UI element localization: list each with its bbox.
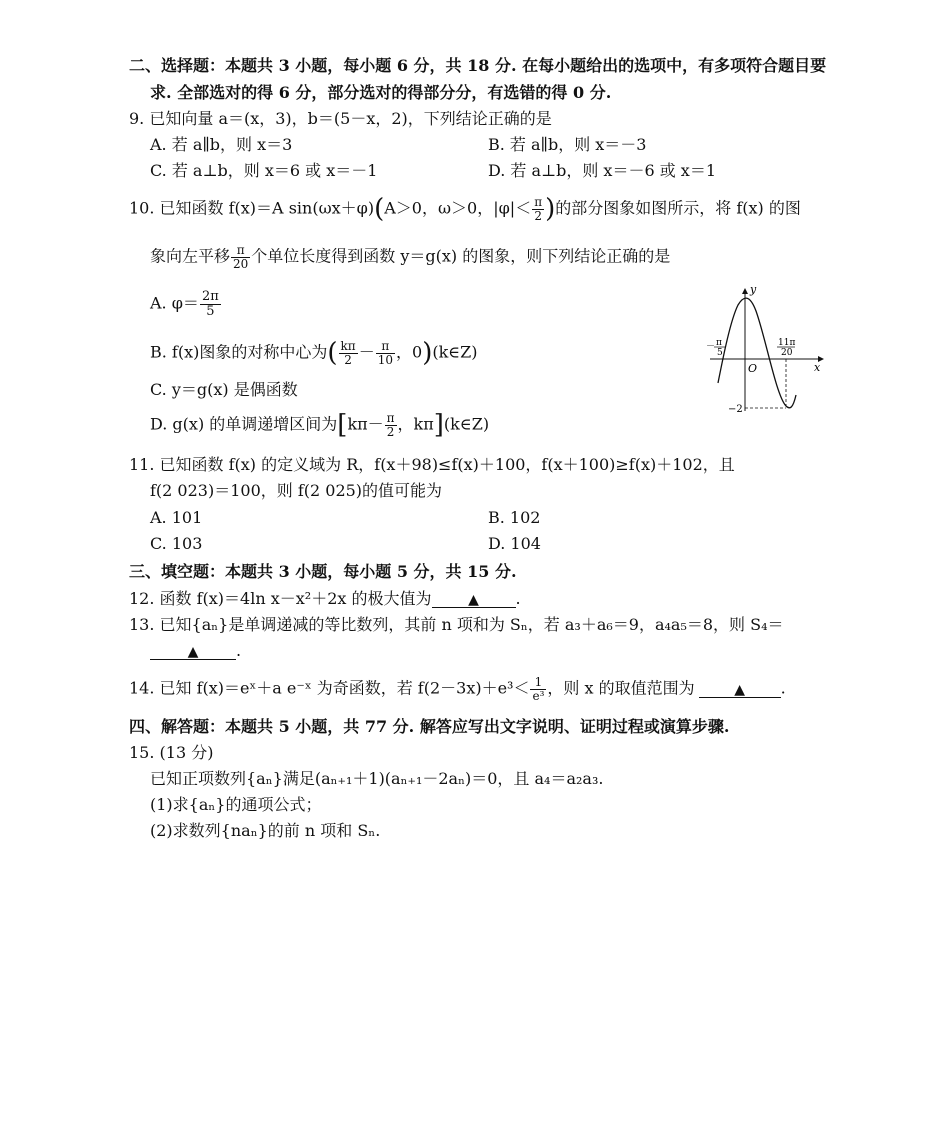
q11-stem-line1: 11. 已知函数 f(x) 的定义域为 R，f(x＋98)≤f(x)＋100，f(x＋100)≥f(x)＋102，且: [129, 455, 735, 474]
q15-part2: (2)求数列{naₙ}的前 n 项和 Sₙ.: [150, 821, 381, 840]
pos-mark-den: 20: [781, 348, 793, 358]
section2-heading-line1: 二、选择题：本题共 3 小题，每小题 6 分，共 18 分. 在每小题给出的选项中，有多项符合题目要: [129, 56, 827, 75]
q10-stem-a: 10. 已知函数 f(x)＝A sin(ωx＋φ): [129, 198, 375, 218]
q10-d-fraction: $\frac{\pi}{2}$: [386, 411, 395, 439]
q9-option-d: D. 若 a⊥b，则 x＝－6 或 x＝1: [488, 161, 717, 180]
q10-stem-cond: A＞0，ω＞0，|φ|＜: [384, 198, 532, 218]
q9-option-b: B. 若 a∥b，则 x＝－3: [488, 135, 647, 154]
q10-stem-b: 的部分图象如图所示，将 f(x) 的图: [555, 198, 801, 218]
q10-l2-b: 个单位长度得到函数 y＝g(x) 的图象，则下列结论正确的是: [251, 246, 671, 266]
x-axis-label: x: [814, 361, 821, 374]
q10-stem: 10. 已知函数 f(x)＝A sin(ωx＋φ)(A＞0，ω＞0，|φ|＜ $\frac{\pi}{2}$ )的部分图象如图所示，将 f(x) 的图: [129, 194, 801, 225]
q11-stem-line2: f(2 023)＝100，则 f(2 025)的值可能为: [150, 481, 443, 500]
y-axis-label: y: [750, 283, 757, 296]
q13-stem: 13. 已知{aₙ}是单调递减的等比数列，其前 n 项和为 Sₙ，若 a₃＋a₆＝9，a₄a₅＝8，则 S₄＝: [129, 615, 784, 634]
neg-mark-sign: －: [706, 342, 716, 352]
q9-option-c: C. 若 a⊥b，则 x＝6 或 x＝－1: [150, 161, 378, 180]
q10-fraction-pi-over-20: $\frac{\pi}{20}$: [233, 243, 249, 271]
q15-number: 15. (13 分): [129, 743, 214, 762]
neg-mark-num: π: [716, 338, 722, 348]
q10-l2-a: 象向左平移: [150, 246, 231, 266]
q14: 14. 已知 f(x)＝eˣ＋a e⁻ˣ 为奇函数，若 f(2－3x)＋e³＜ $\frac{1}{\text{e³}}$ ，则 x 的取值范围为 ▲ .: [129, 675, 786, 703]
min-value-label: −2: [728, 404, 743, 415]
q10-fraction-pi-over-2: $\frac{\pi}{2}$: [534, 195, 543, 223]
q14-answer-blank[interactable]: ▲: [699, 681, 781, 698]
q10-b-fraction-kpi-2: $\frac{k\pi}{2}$: [340, 339, 356, 367]
q10-option-a: A. φ＝ $\frac{2\pi}{5}$: [150, 289, 219, 319]
q12: 12. 函数 f(x)＝4ln x－x²＋2x 的极大值为 ▲ .: [129, 589, 521, 608]
q12-answer-blank[interactable]: ▲: [432, 591, 516, 608]
pos-mark-num: 11π: [778, 338, 796, 348]
q11-option-c: C. 103: [150, 534, 203, 553]
q11-option-d: D. 104: [488, 534, 541, 553]
origin-label: O: [748, 362, 758, 375]
q10-option-d: D. g(x) 的单调递增区间为[kπ－ $\frac{\pi}{2}$ ，kπ](k∈Z): [150, 410, 490, 441]
q11-option-a: A. 101: [150, 508, 203, 527]
q10-stem-line2: [150, 244, 670, 270]
section3-heading: 三、填空题：本题共 3 小题，每小题 5 分，共 15 分.: [129, 562, 517, 581]
q9-option-a: A. 若 a∥b，则 x＝3: [150, 135, 293, 154]
q13-answer-line: ▲ .: [150, 643, 241, 660]
q9-stem: 9. 已知向量 a＝(x，3)，b＝(5－x，2)，下列结论正确的是: [129, 109, 552, 128]
q10-option-c: C. y＝g(x) 是偶函数: [150, 380, 298, 399]
q10-option-b: B. f(x)图象的对称中心为( $\frac{k\pi}{2}$ － $\frac{\pi}{10}$ ，0)(k∈Z): [150, 338, 478, 369]
q10-function-graph: [700, 283, 830, 423]
q15-stem: 已知正项数列{aₙ}满足(aₙ₊₁＋1)(aₙ₊₁－2aₙ)＝0，且 a₄＝a₂a₃.: [150, 769, 604, 788]
q11-option-b: B. 102: [488, 508, 541, 527]
section2-heading-line2: 求. 全部选对的得 6 分，部分选对的得部分分，有选错的得 0 分.: [150, 83, 612, 102]
neg-mark-den: 5: [717, 348, 723, 358]
q10-b-fraction-pi-10: $\frac{\pi}{10}$: [377, 339, 393, 367]
q14-fraction: $\frac{1}{\text{e³}}$: [532, 675, 545, 703]
q15-part1: (1)求{aₙ}的通项公式；: [150, 795, 322, 814]
q10-a-fraction: $\frac{2\pi}{5}$: [201, 289, 219, 319]
section4-heading: 四、解答题：本题共 5 小题，共 77 分. 解答应写出文字说明、证明过程或演算步骤.: [129, 717, 730, 736]
q13-answer-blank[interactable]: ▲: [150, 643, 236, 660]
